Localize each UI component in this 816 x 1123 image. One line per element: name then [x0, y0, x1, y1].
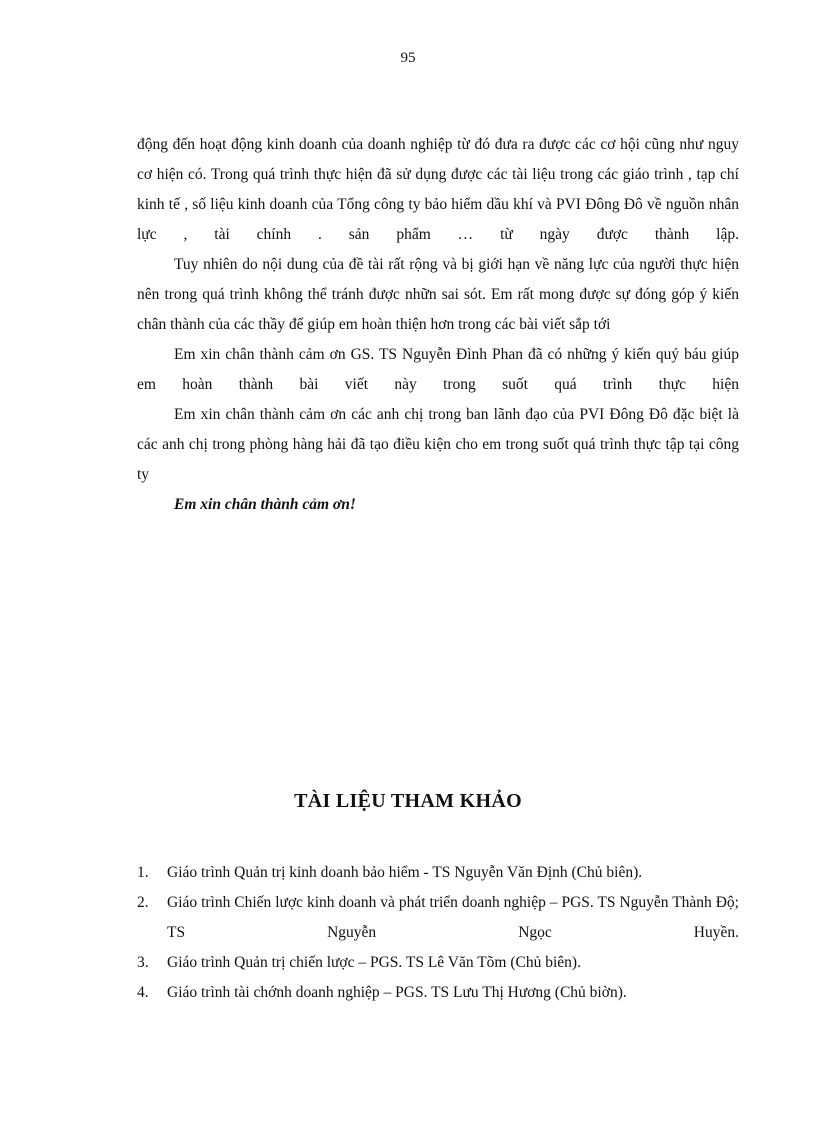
reference-number: 3. — [137, 954, 149, 971]
paragraph-intro: động đến hoạt động kinh doanh của doanh nghiệp từ đó đưa ra được các cơ hội cũng như nguy cơ hiện có. Trong quá trình thực hiện đã sử dụng được các tài liệu trong các giáo trình , tạp chí kinh tế , số liệu kinh doanh của Tổng công ty bảo hiểm dầu khí và PVI Đông Đô về nguồn nhân lực , tài chính . sản phẩm … từ ngày được thành lập. — [137, 136, 739, 243]
paragraph-thanks-advisor: Em xin chân thành cảm ơn GS. TS Nguyễn Đình Phan đã có những ý kiến quý báu giúp em hoàn thành bài viết này trong suốt quá trình thực hiện — [137, 346, 739, 393]
reference-text: Giáo trình Chiến lược kinh doanh và phát triển doanh nghiệp – PGS. TS Nguyễn Thành Độ; TS Nguyễn Ngọc Huyền. — [167, 894, 739, 941]
page-number: 95 — [400, 50, 416, 66]
reference-text: Giáo trình Quản trị chiến lược – PGS. TS Lê Văn Tõm (Chủ biên). — [167, 954, 581, 971]
body-text — [137, 130, 739, 520]
reference-item — [137, 948, 739, 978]
closing-thanks: Em xin chân thành cảm ơn! — [174, 496, 356, 513]
reference-text: Giáo trình Quản trị kinh doanh bảo hiểm - TS Nguyễn Văn Định (Chủ biên). — [167, 864, 643, 881]
reference-item — [137, 978, 739, 1008]
reference-text: Giáo trình tài chớnh doanh nghiệp – PGS. TS Lưu Thị Hương (Chủ biờn). — [167, 984, 627, 1001]
reference-number: 4. — [137, 984, 149, 1001]
paragraph-thanks-company: Em xin chân thành cảm ơn các anh chị trong ban lãnh đạo của PVI Đông Đô đặc biệt là các anh chị trong phòng hàng hải đã tạo điều kiện cho em trong suốt quá trình thực tập tại công ty — [137, 406, 739, 483]
reference-number: 1. — [137, 864, 149, 881]
reference-item — [137, 888, 739, 948]
paragraph-limitations: Tuy nhiên do nội dung của đề tài rất rộng và bị giới hạn về năng lực của người thực hiện nên trong quá trình không thể tránh được nhữn sai sót. Em rất mong được sự đóng góp ý kiến chân thành của các thầy để giúp em hoàn thiện hơn trong các bài viết sắp tới — [137, 256, 739, 333]
reference-number: 2. — [137, 894, 149, 911]
reference-item — [137, 858, 739, 888]
references-list — [137, 858, 739, 1008]
references-title: TÀI LIỆU THAM KHẢO — [294, 790, 522, 812]
